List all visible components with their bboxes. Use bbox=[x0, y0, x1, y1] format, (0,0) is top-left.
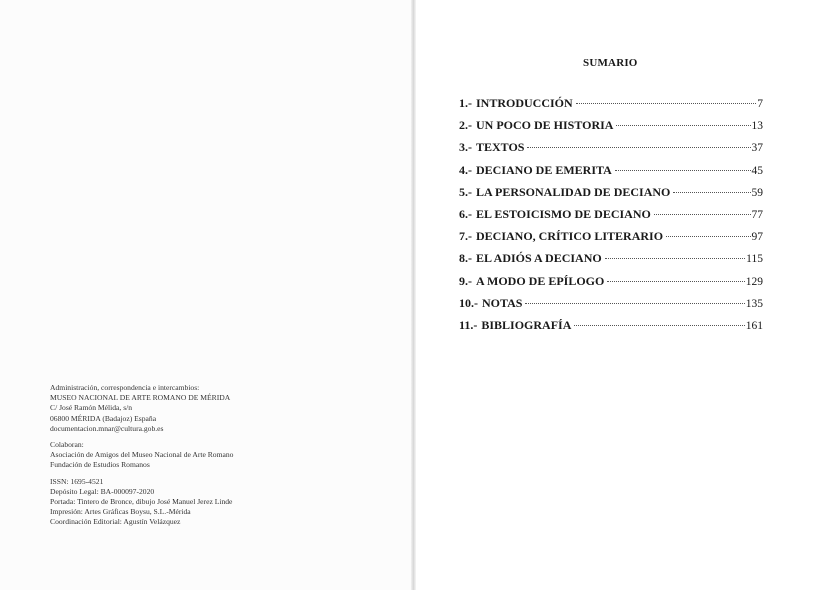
toc-entry-epilogo[interactable] bbox=[459, 274, 763, 296]
toc-entry-page: 77 bbox=[751, 208, 763, 221]
imprint-line: Colaboran: bbox=[50, 440, 84, 450]
imprint-administration bbox=[50, 383, 350, 434]
imprint-cover-credit: Portada: Tintero de Bronce, dibujo José Manuel Jerez Linde bbox=[50, 497, 233, 507]
toc-dot-leader bbox=[654, 214, 751, 215]
table-of-contents bbox=[459, 96, 763, 340]
toc-entry-number: 11.- bbox=[459, 317, 478, 332]
toc-dot-leader bbox=[574, 325, 744, 326]
imprint-line: Fundación de Estudios Romanos bbox=[50, 460, 150, 470]
imprint-issn: ISSN: 1695-4521 bbox=[50, 476, 104, 486]
toc-entry-number: 4.- bbox=[459, 162, 472, 177]
toc-dot-leader bbox=[673, 192, 750, 193]
toc-dot-leader bbox=[615, 170, 751, 171]
toc-entry-page: 135 bbox=[745, 297, 763, 310]
toc-entry-notas[interactable] bbox=[459, 296, 763, 318]
toc-entry-label: EL ESTOICISMO DE DECIANO bbox=[476, 206, 651, 221]
imprint-printer: Impresión: Artes Gráficas Boysu, S.L.-Mérida bbox=[50, 507, 191, 517]
toc-entry-number: 9.- bbox=[459, 273, 472, 288]
toc-entry-number: 10.- bbox=[459, 295, 478, 310]
toc-entry-page: 161 bbox=[745, 319, 763, 332]
toc-dot-leader bbox=[607, 281, 744, 282]
toc-entry-number: 2.- bbox=[459, 118, 472, 133]
toc-dot-leader bbox=[605, 258, 745, 259]
toc-entry-label: A MODO DE EPÍLOGO bbox=[476, 273, 605, 288]
toc-entry-page: 59 bbox=[751, 186, 763, 199]
toc-entry-label: INTRODUCCIÓN bbox=[476, 96, 573, 110]
toc-entry-number: 8.- bbox=[459, 251, 472, 266]
toc-dot-leader bbox=[576, 103, 757, 104]
toc-dot-leader bbox=[525, 303, 744, 304]
toc-dot-leader bbox=[527, 147, 750, 148]
toc-entry-page: 97 bbox=[751, 231, 763, 244]
toc-entry-page: 129 bbox=[745, 275, 763, 288]
imprint-email: documentacion.mnar@cultura.gob.es bbox=[50, 423, 164, 433]
toc-dot-leader bbox=[666, 236, 750, 237]
imprint-line: Asociación de Amigos del Museo Nacional de Arte Romano bbox=[50, 450, 234, 460]
toc-entry-label: LA PERSONALIDAD DE DECIANO bbox=[476, 184, 671, 199]
toc-entry-deciano-emerita[interactable] bbox=[459, 163, 763, 185]
toc-entry-number: 7.- bbox=[459, 229, 472, 244]
toc-entry-adios[interactable] bbox=[459, 251, 763, 273]
toc-entry-introduccion[interactable] bbox=[459, 96, 763, 118]
toc-entry-number: 6.- bbox=[459, 206, 472, 221]
toc-entry-number: 3.- bbox=[459, 140, 472, 155]
imprint-line: MUSEO NACIONAL DE ARTE ROMANO DE MÉRIDA bbox=[50, 393, 231, 403]
toc-entry-label: BIBLIOGRAFÍA bbox=[481, 317, 572, 332]
toc-entry-page: 7 bbox=[757, 98, 763, 110]
toc-dot-leader bbox=[616, 125, 750, 126]
toc-entry-number: 1.- bbox=[459, 96, 472, 110]
imprint-coordination: Coordinación Editorial: Agustín Velázquez bbox=[50, 517, 181, 527]
toc-entry-historia[interactable] bbox=[459, 118, 763, 140]
toc-entry-critico-literario[interactable] bbox=[459, 229, 763, 251]
toc-entry-label: NOTAS bbox=[482, 295, 523, 310]
toc-entry-number: 5.- bbox=[459, 184, 472, 199]
toc-entry-label: DECIANO DE EMERITA bbox=[476, 162, 612, 177]
toc-entry-page: 13 bbox=[751, 120, 763, 133]
toc-entry-personalidad[interactable] bbox=[459, 185, 763, 207]
imprint-block bbox=[50, 383, 350, 534]
imprint-publication bbox=[50, 477, 350, 528]
toc-entry-label: UN POCO DE HISTORIA bbox=[476, 118, 614, 133]
toc-entry-page: 37 bbox=[751, 142, 763, 155]
toc-entry-label: TEXTOS bbox=[476, 140, 525, 155]
imprint-line: C/ José Ramón Mélida, s/n bbox=[50, 403, 133, 413]
toc-entry-textos[interactable] bbox=[459, 140, 763, 162]
toc-entry-label: DECIANO, CRÍTICO LITERARIO bbox=[476, 229, 664, 244]
toc-entry-estoicismo[interactable] bbox=[459, 207, 763, 229]
toc-entry-page: 115 bbox=[746, 253, 763, 266]
imprint-line: Administración, correspondencia e intercambios: bbox=[50, 383, 200, 392]
imprint-line: 06800 MÉRIDA (Badajoz) España bbox=[50, 413, 157, 423]
toc-entry-bibliografia[interactable] bbox=[459, 318, 763, 340]
imprint-legal-deposit: Depósito Legal: BA-000097-2020 bbox=[50, 486, 155, 496]
toc-entry-label: EL ADIÓS A DECIANO bbox=[476, 251, 602, 266]
imprint-collaborators bbox=[50, 440, 350, 471]
toc-title: SUMARIO bbox=[583, 57, 638, 69]
toc-entry-page: 45 bbox=[751, 164, 763, 177]
